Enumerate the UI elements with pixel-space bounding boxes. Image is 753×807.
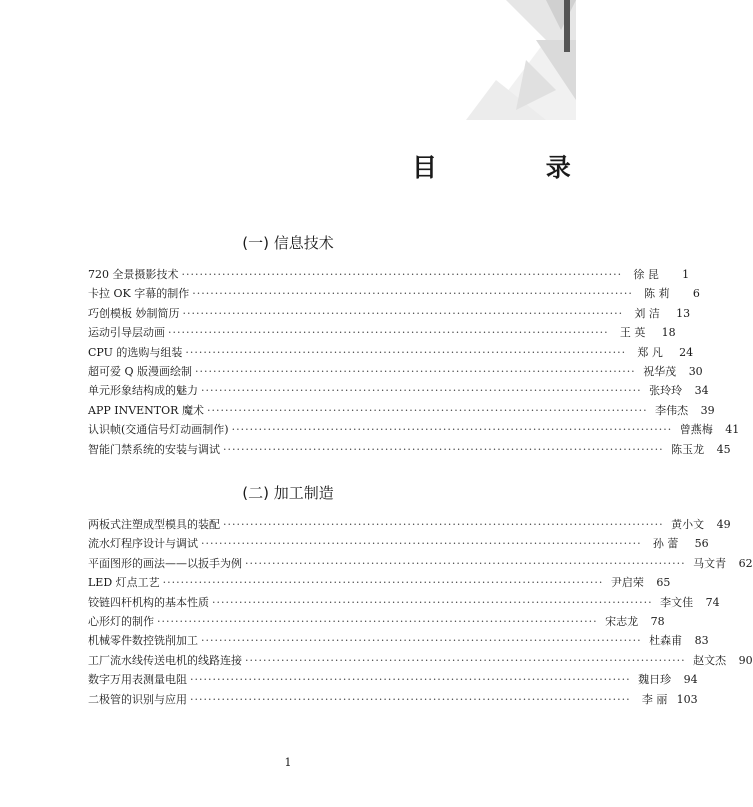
toc-entry[interactable] [88,516,731,535]
entry-page-number: 62 [738,556,753,570]
entry-title: 平面图形的画法——以扳手为例 [88,556,242,570]
entry-page-number: 34 [694,384,709,398]
toc-entry[interactable] [88,594,720,613]
toc-entry[interactable] [88,555,753,574]
entry-page-number: 1 [682,268,690,281]
entry-title: 720 全景摄影技术 [88,268,179,281]
entry-author: 马文青 [693,556,727,570]
dot-leader [223,518,664,531]
entry-page-number: 74 [705,595,720,609]
entry-page-number: 56 [694,537,709,551]
toc-list-info-tech [88,266,740,460]
toc-entry[interactable] [88,266,690,285]
entry-author: 祝华茂 [643,364,677,378]
entry-page-number: 49 [716,518,731,531]
toc-entry[interactable] [88,652,753,671]
toc-entry[interactable] [88,363,703,382]
dot-leader [232,423,673,436]
entry-title: 数字万用表测量电阻 [88,673,187,687]
toc-entry[interactable] [88,402,715,421]
dot-leader [168,326,609,339]
entry-page-number: 78 [650,614,665,628]
dot-leader [201,537,642,550]
toc-entry[interactable] [88,535,709,554]
dot-leader [212,596,653,609]
entry-page-number: 45 [716,442,731,456]
entry-author: 黄小文 [671,518,705,531]
entry-page-number: 13 [676,306,691,320]
entry-author: 曾燕梅 [679,423,713,437]
entry-author: 刘 洁 [634,306,660,320]
entry-title: 智能门禁系统的安装与调试 [88,442,220,456]
dot-leader [223,443,664,456]
entry-author: 魏日珍 [638,673,672,687]
section-heading-manufacturing: (二) 加工制造 [242,484,334,502]
dot-leader [245,557,686,570]
entry-author: 尹启荣 [610,576,644,590]
entry-page-number: 39 [700,403,715,417]
dot-leader [183,307,624,320]
entry-author: 孙 蕾 [652,537,679,551]
entry-author: 李 丽 [641,692,668,706]
entry-title: CPU 的选购与组装 [88,345,183,359]
dot-leader [157,615,598,628]
toc-entry[interactable] [88,324,676,343]
dot-leader [182,268,623,281]
dot-leader [185,346,626,359]
entry-author: 王 英 [619,326,646,340]
section-heading-info-tech: (一) 信息技术 [242,234,334,252]
toc-entry[interactable] [88,421,740,440]
toc-entry[interactable] [88,613,665,632]
dot-leader [201,634,642,647]
dot-leader [190,693,631,706]
entry-title: 机械零件数控铣削加工 [88,634,198,648]
entry-title: 铰链四杆机构的基本性质 [88,595,209,609]
entry-author: 陈 莉 [644,287,670,301]
entry-author: 杜森甫 [649,634,683,648]
toc-entry[interactable] [88,691,698,710]
entry-author: 徐 昆 [633,268,659,281]
entry-title: 二极管的识别与应用 [88,692,187,706]
entry-author: 郑 凡 [637,345,663,359]
dot-leader [190,673,631,686]
toc-list-manufacturing [88,516,753,710]
entry-title: 心形灯的制作 [88,614,154,628]
page-number: 1 [284,756,292,769]
entry-author: 陈玉龙 [671,442,705,456]
toc-entry[interactable] [88,344,694,363]
entry-author: 李伟杰 [655,403,689,417]
toc-title: 目 录 [412,153,621,182]
entry-title: 认识帧(交通信号灯动画制作) [88,423,229,437]
entry-page-number: 30 [688,364,703,378]
entry-title: LED 灯点工艺 [88,576,160,590]
entry-page-number: 18 [661,326,676,340]
toc-entry[interactable] [88,671,698,690]
entry-title: 工厂流水线传送电机的线路连接 [88,653,242,667]
entry-title: 巧创模板 妙制简历 [88,306,180,320]
entry-author: 李文佳 [660,595,694,609]
toc-entry[interactable] [88,632,709,651]
dot-leader [192,287,633,300]
toc-entry[interactable] [88,285,700,304]
entry-title: 流水灯程序设计与调试 [88,537,198,551]
dot-leader [163,576,604,589]
entry-title: 两板式注塑成型模具的装配 [88,518,220,531]
entry-author: 张玲玲 [649,384,683,398]
entry-page-number: 24 [679,345,694,359]
toc-entry[interactable] [88,441,731,460]
entry-title: APP INVENTOR 魔术 [88,403,204,417]
dot-leader [207,404,648,417]
entry-page-number: 83 [694,634,709,648]
dot-leader [245,654,686,667]
entry-page-number: 65 [656,576,671,590]
entry-title: 超可爱 Q 版漫画绘制 [88,364,193,378]
entry-author: 赵文杰 [693,653,727,667]
dot-leader [195,365,636,378]
dot-leader [201,384,642,397]
entry-page-number: 90 [738,653,753,667]
entry-title: 运动引导层动画 [88,326,165,340]
entry-title: 单元形象结构成的魅力 [88,384,198,398]
toc-entry[interactable] [88,574,671,593]
toc-entry[interactable] [88,305,691,324]
entry-page-number: 103 [676,692,698,706]
toc-entry[interactable] [88,382,709,401]
entry-title: 卡拉 OK 字幕的制作 [88,287,190,301]
entry-author: 宋志龙 [605,614,639,628]
corner-decoration [426,0,576,120]
entry-page-number: 94 [683,673,698,687]
entry-page-number: 41 [725,423,740,437]
entry-page-number: 6 [692,287,700,301]
